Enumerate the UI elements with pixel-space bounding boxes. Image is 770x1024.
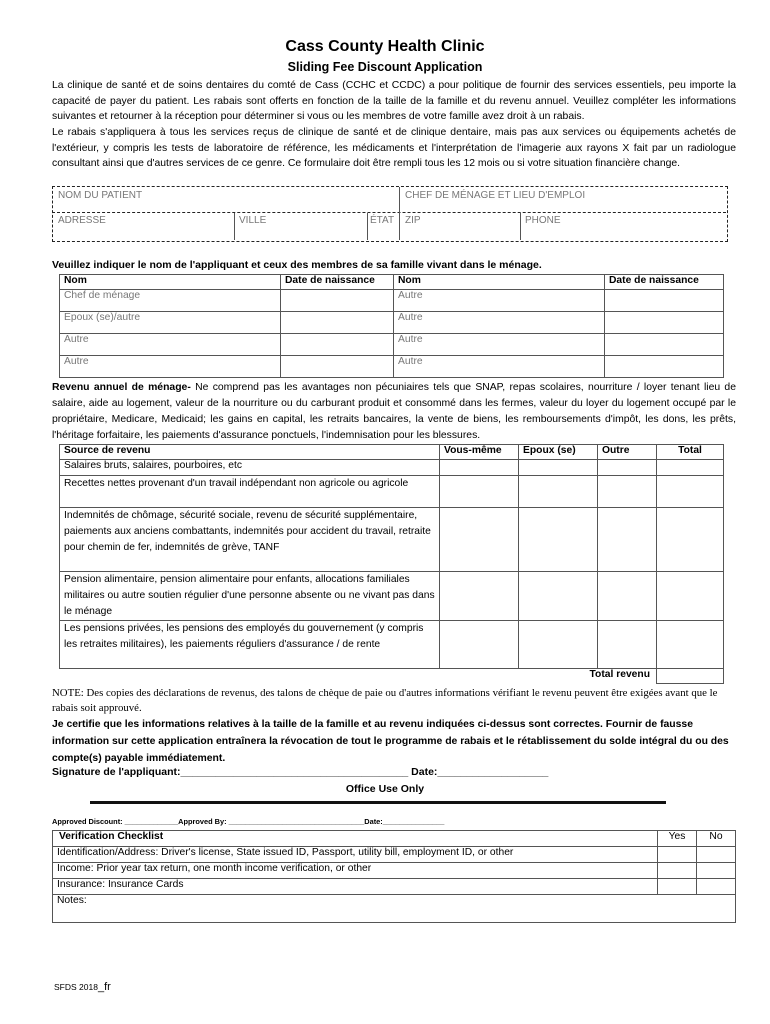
income-cell[interactable] [519, 621, 598, 669]
income-definition [52, 380, 736, 444]
income-cell[interactable] [519, 460, 598, 476]
footer-lang: _fr [97, 981, 111, 993]
checklist-header: Verification Checklist [53, 831, 658, 847]
clinic-title: Cass County Health Clinic [285, 38, 485, 55]
city-field[interactable]: VILLE [239, 215, 267, 226]
income-cell[interactable] [519, 476, 598, 508]
col-source: Source de revenu [60, 445, 440, 460]
household-name-cell[interactable]: Chef de ménage [60, 290, 281, 312]
col-dob-2: Date de naissance [605, 275, 724, 290]
checkbox-no[interactable] [697, 847, 736, 863]
income-table [59, 444, 724, 684]
household-dob-cell[interactable] [605, 290, 724, 312]
income-cell[interactable] [440, 508, 519, 572]
patient-name-field[interactable]: NOM DU PATIENT [58, 190, 143, 201]
total-income-label: Total revenu [589, 669, 650, 680]
intro-paragraph-2: Le rabais s'appliquera à tous les services reçus de clinique de santé et de clinique dentaire, mais pas aux services ou équipements achetés de l'extérieur, y compris les tests de laboratoire de référence, les médicaments et l'interprétation de l'imagerie aux rayons X fait par un radiologue consultant ainsi que d'autres services de ce genre. Ce formulaire doit être rempli tous les 12 mois ou si votre situation financière change. [52, 127, 736, 170]
household-name-cell[interactable]: Epoux (se)/autre [60, 312, 281, 334]
footer-form-code: SFDS 2018 [54, 982, 98, 992]
income-cell[interactable] [598, 508, 657, 572]
income-definition-label: Revenu annuel de ménage- [52, 382, 191, 393]
income-cell[interactable] [657, 460, 724, 476]
intro-paragraph-1: La clinique de santé et de soins dentaires du comté de Cass (CCHC et CCDC) a pour politique de fournir des services essentiels, peu importe la capacité de payer du patient. Les rabais sont offerts en fonction de la taille de la famille et du revenu annuel. Veuillez compléter les informations suivantes et retourner à la réception pour déterminer si vous ou les membres de votre famille avez droit à un rabais. [52, 80, 736, 123]
income-cell[interactable] [657, 621, 724, 669]
col-spouse: Epoux (se) [519, 445, 598, 460]
income-cell[interactable] [598, 476, 657, 508]
household-dob-cell[interactable] [605, 312, 724, 334]
household-name-cell[interactable]: Autre [394, 290, 605, 312]
income-cell[interactable] [440, 572, 519, 621]
checkbox-yes[interactable] [658, 863, 697, 879]
income-cell[interactable] [440, 460, 519, 476]
income-cell[interactable] [440, 476, 519, 508]
household-dob-cell[interactable] [281, 312, 394, 334]
household-dob-cell[interactable] [605, 356, 724, 378]
checkbox-no[interactable] [697, 879, 736, 895]
income-cell[interactable] [657, 476, 724, 508]
address-field[interactable]: ADRESSE [58, 215, 106, 226]
patient-box-vsep-3 [367, 213, 369, 240]
checkbox-no[interactable] [697, 863, 736, 879]
col-self: Vous-même [440, 445, 519, 460]
col-yes: Yes [658, 831, 697, 847]
income-cell[interactable] [657, 508, 724, 572]
income-cell[interactable] [598, 460, 657, 476]
household-instruction: Veuillez indiquer le nom de l'appliquant et ceux des membres de sa famille vivant dans le ménage. [52, 259, 542, 271]
checkbox-yes[interactable] [658, 847, 697, 863]
income-source-row: Pension alimentaire, pension alimentaire pour enfants, allocations familiales militaires ou autre soutien régulier d'une personne absente ou ne vivant pas dans le ménage [60, 572, 440, 621]
patient-box-divider [52, 186, 726, 213]
income-source-row: Salaires bruts, salaires, pourboires, etc [60, 460, 440, 476]
office-divider [90, 801, 666, 804]
income-cell[interactable] [519, 508, 598, 572]
verification-checklist [52, 830, 736, 923]
state-field[interactable]: ÉTAT [370, 215, 395, 226]
total-income-cell[interactable] [657, 669, 724, 684]
household-name-cell[interactable]: Autre [394, 312, 605, 334]
income-cell[interactable] [440, 621, 519, 669]
col-total: Total [657, 445, 724, 460]
income-cell[interactable] [598, 572, 657, 621]
checklist-item-id: Identification/Address: Driver's license, State issued ID, Passport, utility bill, employment ID, or other [53, 847, 658, 863]
patient-box-vsep-2 [234, 213, 236, 240]
col-name: Nom [60, 275, 281, 290]
patient-box-vsep-4 [520, 213, 522, 240]
zip-field[interactable]: ZIP [405, 215, 421, 226]
form-subtitle: Sliding Fee Discount Application [287, 60, 483, 74]
approval-line[interactable]: Approved Discount: _____________Approved By: _________________________________Date:_______________ [52, 817, 445, 826]
income-source-row: Les pensions privées, les pensions des employés du gouvernement (y compris les retraites militaires), les paiements réguliers d'assurance / de rente [60, 621, 440, 669]
household-dob-cell[interactable] [281, 290, 394, 312]
household-name-cell[interactable]: Autre [394, 356, 605, 378]
checklist-item-income: Income: Prior year tax return, one month income verification, or other [53, 863, 658, 879]
checklist-notes[interactable]: Notes: [53, 895, 736, 923]
income-source-row: Recettes nettes provenant d'un travail indépendant non agricole ou agricole [60, 476, 440, 508]
income-cell[interactable] [519, 572, 598, 621]
household-name-cell[interactable]: Autre [60, 334, 281, 356]
income-cell[interactable] [598, 621, 657, 669]
checklist-item-insurance: Insurance: Insurance Cards [53, 879, 658, 895]
col-dob: Date de naissance [281, 275, 394, 290]
col-no: No [697, 831, 736, 847]
signature-line[interactable]: Signature de l'appliquant:_______________________________________ Date:___________________ [52, 766, 549, 778]
phone-field[interactable]: PHONE [525, 215, 561, 226]
household-table [59, 274, 724, 378]
household-dob-cell[interactable] [281, 356, 394, 378]
office-use-title: Office Use Only [345, 783, 425, 795]
checkbox-yes[interactable] [658, 879, 697, 895]
note-text: NOTE: Des copies des déclarations de revenus, des talons de chèque de paie ou d'autres informations vérifiant le revenu peuvent être exigées avant que le rabais soit approuvé. [52, 687, 718, 714]
household-dob-cell[interactable] [281, 334, 394, 356]
income-source-row: Indemnités de chômage, sécurité sociale, revenu de sécurité supplémentaire, paiements aux anciens combattants, indemnités pour accident du travail, retraite pour chemin de fer, indemnités de grève, TANF [60, 508, 440, 572]
head-of-household-field[interactable]: CHEF DE MÉNAGE ET LIEU D'EMPLOI [405, 190, 586, 201]
certification-text: Je certifie que les informations relatives à la taille de la famille et au revenu indiquées ci-dessus sont correctes. Fournir de fausse information sur cette application entraînera la révocation de tout le programme de rabais et le rétablissement du solde intégral du ou des compte(s) payable immédiatement. [52, 719, 729, 764]
col-other: Outre [598, 445, 657, 460]
household-dob-cell[interactable] [605, 334, 724, 356]
footer-code [54, 981, 111, 993]
col-name-2: Nom [394, 275, 605, 290]
patient-box-vsep [399, 187, 401, 240]
household-name-cell[interactable]: Autre [394, 334, 605, 356]
income-definition-text: Ne comprend pas les avantages non pécuniaires tels que SNAP, repas scolaires, nourriture / loyer tenant lieu de salaire, aide au logement, valeur de la nourriture ou du carburant produit et consommé dans les fermes, valeur du loyer du logement occupé par le propriétaire, Medicare, Medicaid; les gains en capital, les retraits bancaires, la vente de biens, les remboursements d'impôt, les dons, les prêts, l'héritage forfaitaire, les paiements d'assurance ponctuels, l'indemnisation pour les blessures. [52, 382, 736, 441]
income-cell[interactable] [657, 572, 724, 621]
household-name-cell[interactable]: Autre [60, 356, 281, 378]
